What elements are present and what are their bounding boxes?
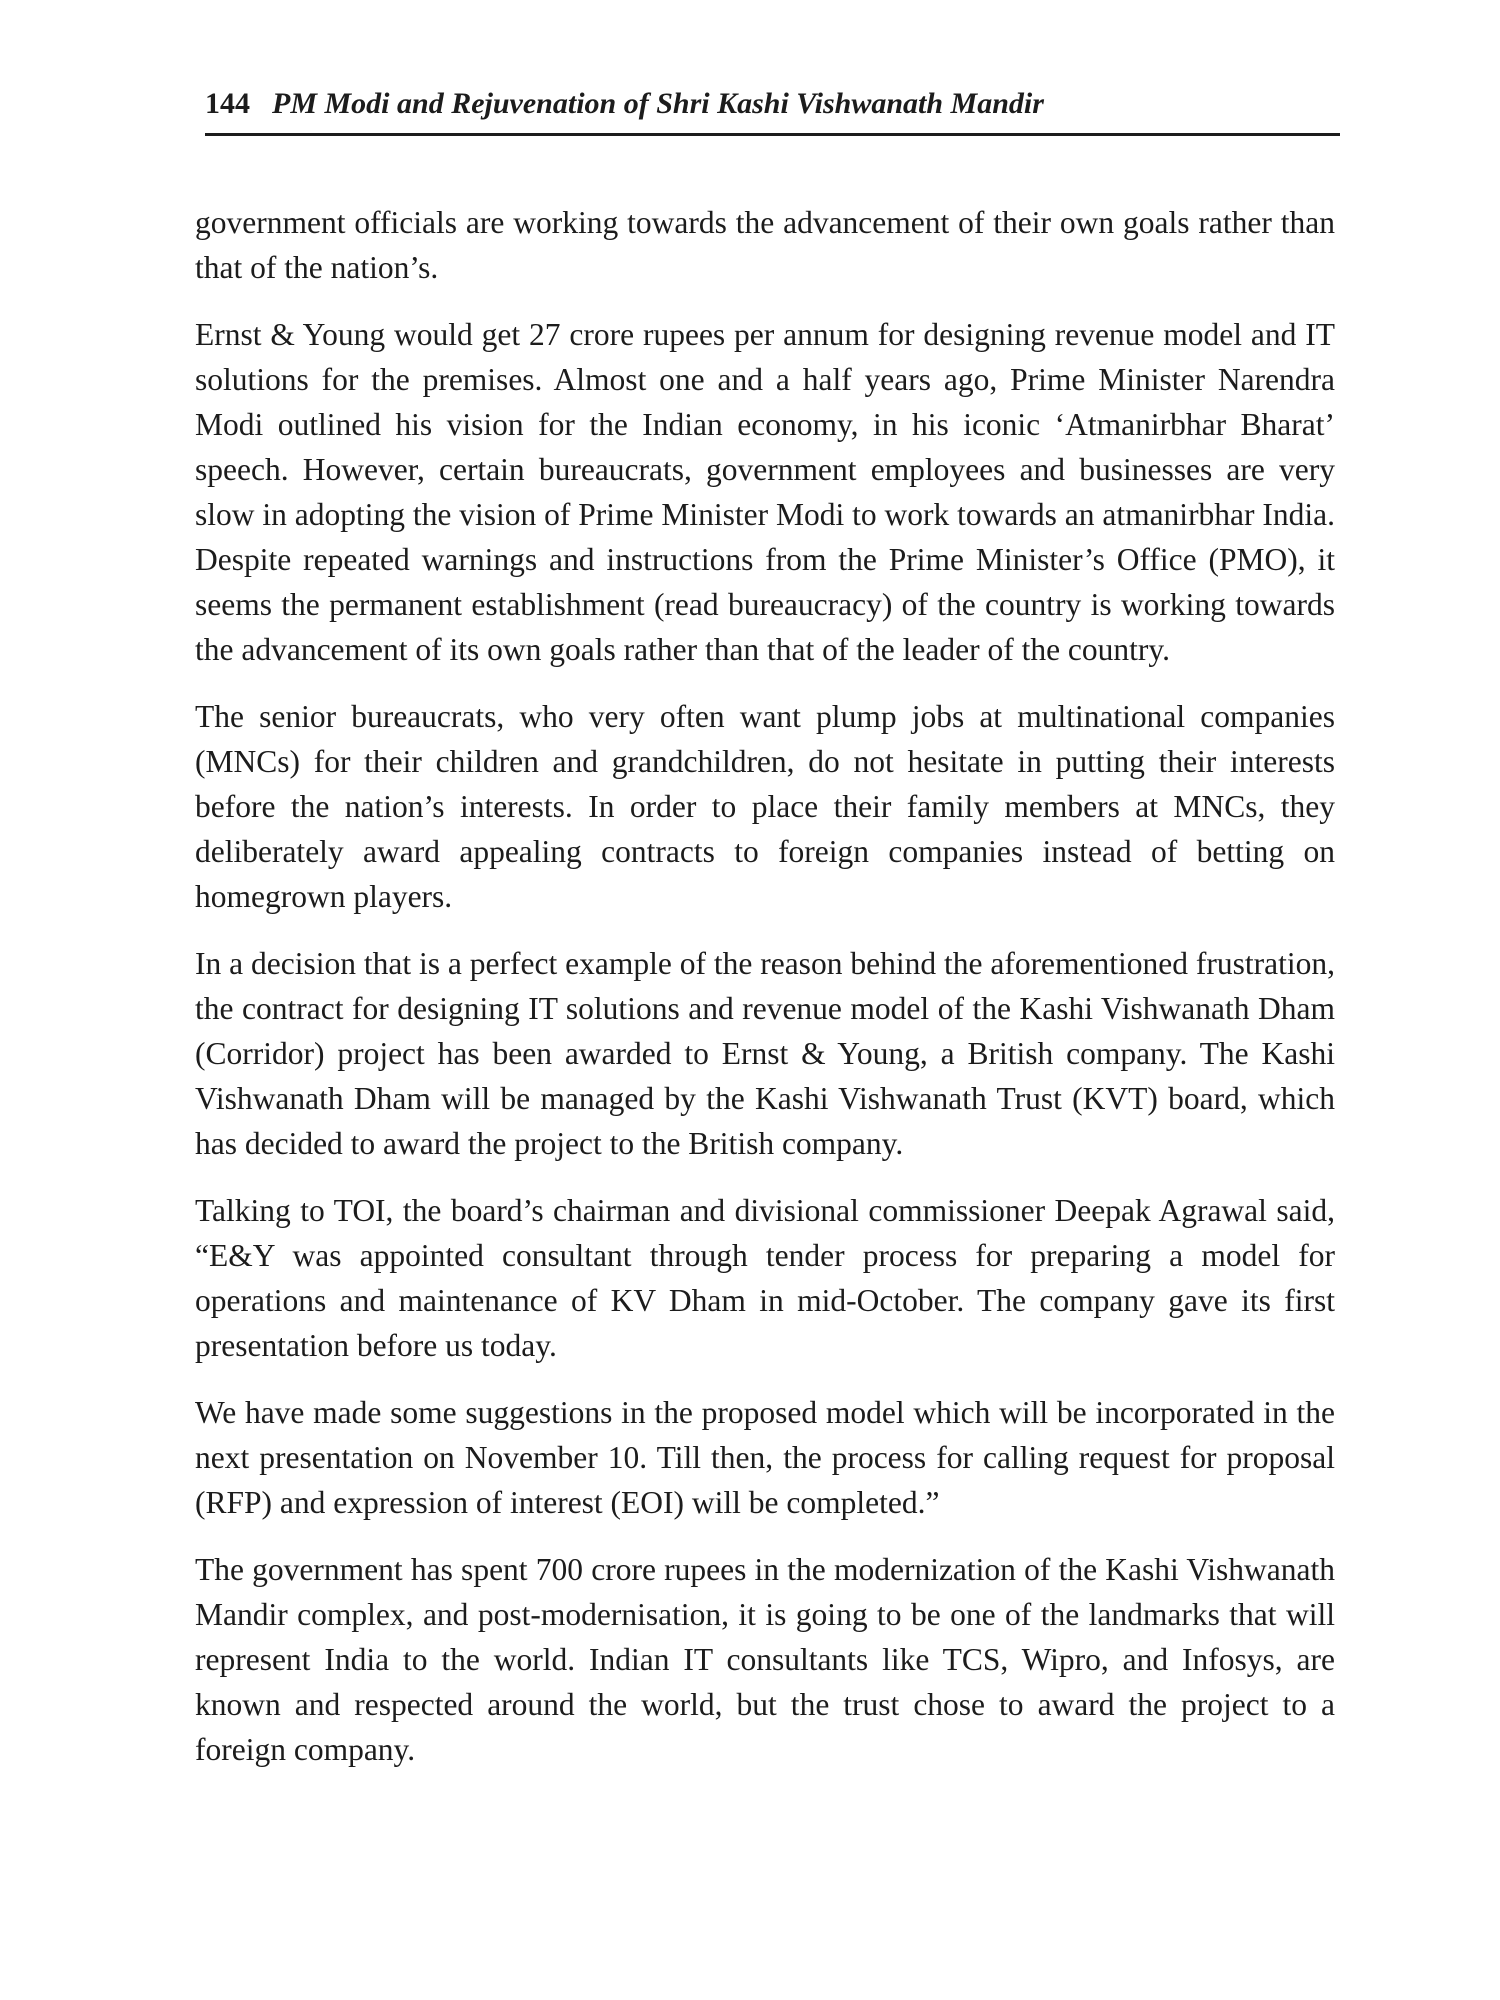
- paragraph-6: We have made some suggestions in the proposed model which will be incorporated in the next presentation on November 10. Till then, the process for calling request for proposal (RFP) and expression of interest (EOI) will be completed.”: [195, 1395, 1335, 1520]
- paragraph-4: In a decision that is a perfect example of the reason behind the aforementioned frustration, the contract for designing IT solutions and revenue model of the Kashi Vishwanath Dham (Corridor) project has been awarded to Ernst & Young, a British company. The Kashi Vishwanath Dham will be managed by the Kashi Vishwanath Trust (KVT) board, which has decided to award the project to the British company.: [195, 946, 1335, 1161]
- paragraph-5: Talking to TOI, the board’s chairman and divisional commissioner Deepak Agrawal said, “E&Y was appointed consultant through tender process for preparing a model for operations and maintenance of KV Dham in mid-October. The company gave its first presentation before us today.: [195, 1193, 1335, 1363]
- header-rule: [205, 133, 1340, 136]
- paragraph-2: Ernst & Young would get 27 crore rupees per annum for designing revenue model and IT solutions for the premises. Almost one and a half years ago, Prime Minister Narendra Modi outlined his vision for the Indian economy, in his iconic ‘Atmanirbhar Bharat’ speech. However, certain bureaucrats, government employees and businesses are very slow in adopting the vision of Prime Minister Modi to work towards an atmanirbhar India. Despite repeated warnings and instructions from the Prime Minister’s Office (PMO), it seems the permanent establishment (read bureaucracy) of the country is working towards the advancement of its own goals rather than that of the leader of the country.: [195, 317, 1335, 667]
- paragraph-1: government officials are working towards the advancement of their own goals rather than that of the nation’s.: [195, 205, 1335, 285]
- paragraph-3: The senior bureaucrats, who very often want plump jobs at multinational companies (MNCs) for their children and grandchildren, do not hesitate in putting their interests before the nation’s interests. In order to place their family members at MNCs, they deliberately award appealing contracts to foreign companies instead of betting on homegrown players.: [195, 699, 1335, 914]
- body-text: [195, 200, 1335, 1794]
- book-title: PM Modi and Rejuvenation of Shri Kashi Vishwanath Mandir: [272, 87, 1044, 120]
- paragraph-7: The government has spent 700 crore rupees in the modernization of the Kashi Vishwanath Mandir complex, and post-modernisation, it is going to be one of the landmarks that will represent India to the world. Indian IT consultants like TCS, Wipro, and Infosys, are known and respected around the world, but the trust chose to award the project to a foreign company.: [195, 1552, 1335, 1767]
- page-number: 144: [205, 87, 250, 120]
- running-header: [205, 80, 1340, 128]
